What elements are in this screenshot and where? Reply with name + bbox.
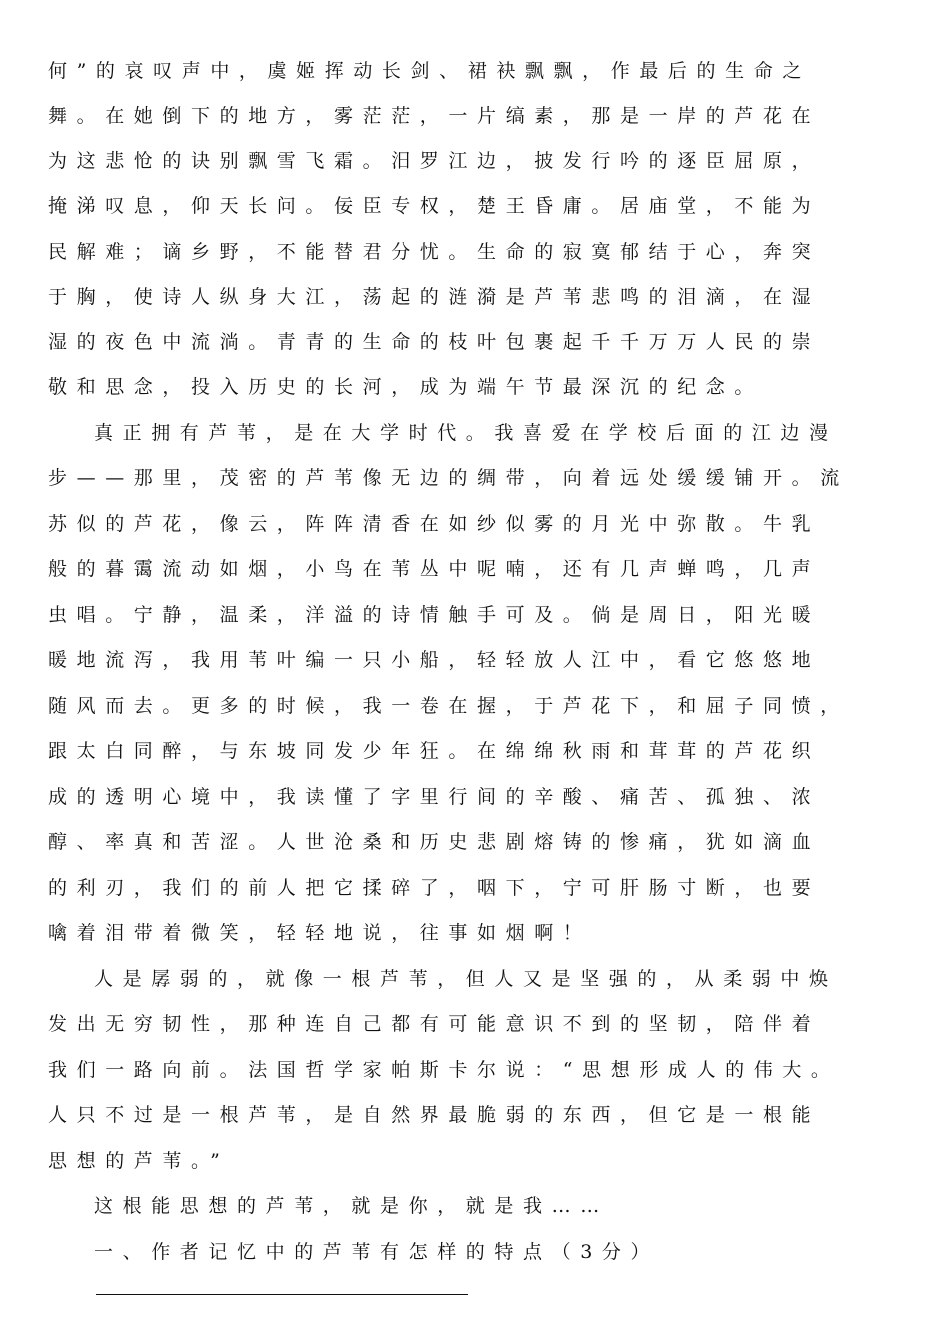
text-line: 噙着泪带着微笑，轻轻地说，往事如烟啊！ — [48, 922, 592, 944]
text-line: 苏似的芦花，像云，阵阵清香在如纱似雾的月光中弥散。牛乳 — [48, 513, 821, 535]
text-line: 跟太白同醉，与东坡同发少年狂。在绵绵秋雨和茸茸的芦花织 — [48, 740, 821, 762]
text-line: 步——那里，茂密的芦苇像无边的绸带，向着远处缓缓铺开。流 — [48, 467, 849, 489]
text-line: 虫唱。宁静，温柔，洋溢的诗情触手可及。倘是周日，阳光暖 — [48, 604, 821, 626]
paragraph-first-line: 人是孱弱的，就像一根芦苇，但人又是坚强的，从柔弱中焕 — [94, 968, 838, 990]
text-line: 的利刃，我们的前人把它揉碎了，咽下，宁可肝肠寸断，也要 — [48, 877, 821, 899]
text-line: 随风而去。更多的时候，我一卷在握，于芦花下，和屈子同愤， — [48, 695, 849, 717]
text-line: 于胸，使诗人纵身大江，荡起的涟漪是芦苇悲鸣的泪滴，在湿 — [48, 286, 821, 308]
question-text: 一、作者记忆中的芦苇有怎样的特点（3分） — [94, 1241, 660, 1263]
text-line: 般的暮霭流动如烟，小鸟在苇丛中呢喃，还有几声蝉鸣，几声 — [48, 558, 821, 580]
text-line: 暖地流泻，我用苇叶编一只小船，轻轻放人江中，看它悠悠地 — [48, 649, 821, 671]
text-line: 醇、率真和苦涩。人世沧桑和历史悲剧熔铸的惨痛，犹如滴血 — [48, 831, 821, 853]
text-line: 舞。在她倒下的地方，雾茫茫，一片缟素，那是一岸的芦花在 — [48, 105, 821, 127]
text-line: 发出无穷韧性，那种连自己都有可能意识不到的坚韧，陪伴着 — [48, 1013, 821, 1035]
text-line: 思想的芦苇。” — [48, 1150, 230, 1172]
text-line: 何”的哀叹声中，虞姬挥动长剑、裙袂飘飘，作最后的生命之 — [48, 60, 811, 82]
text-line: 敬和思念，投入历史的长河，成为端午节最深沉的纪念。 — [48, 376, 764, 398]
text-line: 掩涕叹息，仰天长问。佞臣专权，楚王昏庸。居庙堂，不能为 — [48, 195, 821, 217]
text-line: 我们一路向前。法国哲学家帕斯卡尔说：“思想形成人的伟大。 — [48, 1059, 840, 1081]
text-line: 人只不过是一根芦苇，是自然界最脆弱的东西，但它是一根能 — [48, 1104, 821, 1126]
text-line: 成的透明心境中，我读懂了字里行间的辛酸、痛苦、孤独、浓 — [48, 786, 821, 808]
text-line: 民解难；谪乡野，不能替君分忧。生命的寂寞郁结于心，奔突 — [48, 241, 821, 263]
answer-blank-line[interactable] — [96, 1294, 468, 1295]
text-line: 为这悲怆的诀别飘雪飞霜。汨罗江边，披发行吟的逐臣屈原， — [48, 150, 821, 172]
text-line: 湿的夜色中流淌。青青的生命的枝叶包裹起千千万万人民的崇 — [48, 331, 821, 353]
paragraph-first-line: 真正拥有芦苇，是在大学时代。我喜爱在学校后面的江边漫 — [94, 422, 838, 444]
paragraph-first-line: 这根能思想的芦苇，就是你，就是我…… — [94, 1195, 609, 1217]
